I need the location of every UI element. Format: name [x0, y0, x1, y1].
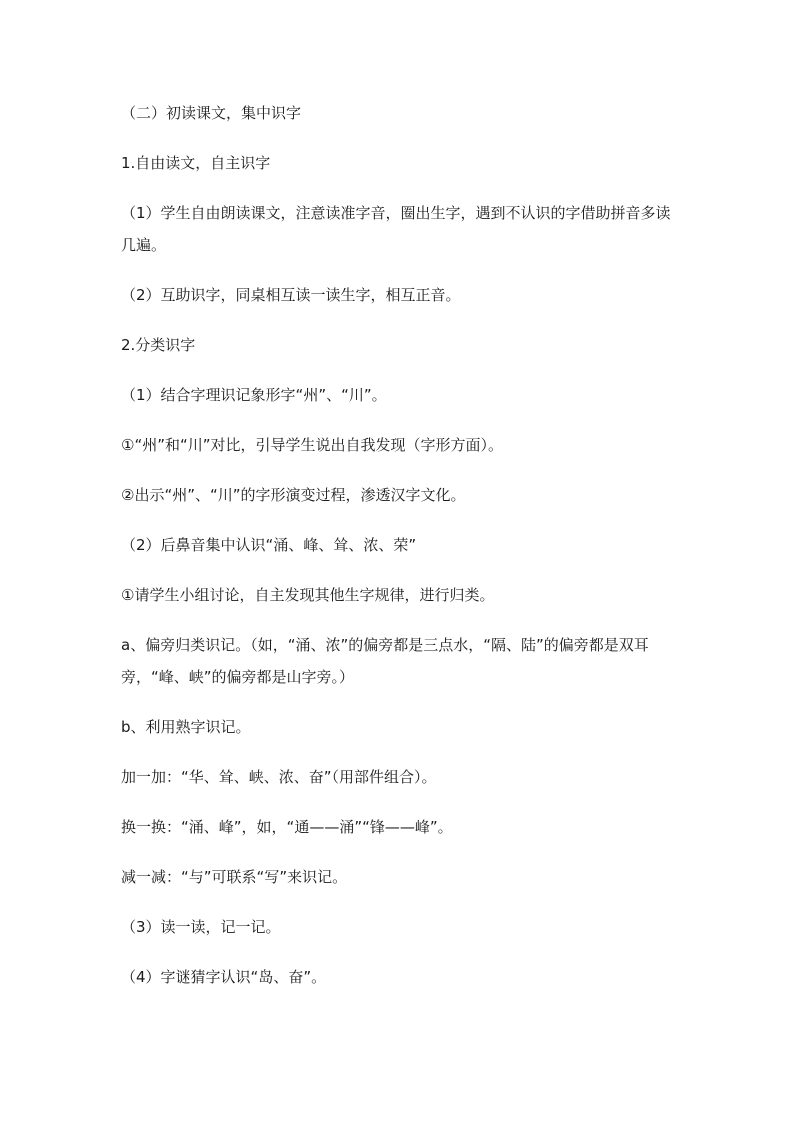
list-item: ②出示“州”、“川”的字形演变过程，渗透汉字文化。: [121, 486, 466, 504]
list-item: ①请学生小组讨论，自主发现其他生字规律，进行归类。: [121, 586, 495, 604]
subsection-heading: 2.分类识字: [121, 336, 196, 354]
paragraph: 减一减：“与”可联系“写”来识记。: [121, 868, 348, 886]
paragraph: （1）结合字理识记象形字“州”、“川”。: [121, 386, 387, 404]
paragraph: （2）互助识字，同桌相互读一读生字，相互正音。: [121, 286, 461, 304]
document-body: [121, 97, 677, 1011]
list-item: ①“州”和“川”对比，引导学生说出自我发现（字形方面）。: [121, 436, 504, 454]
list-item: a、偏旁归类识记。（如，“涌、浓”的偏旁都是三点水，“隔、陆”的偏旁都是双耳旁，“峰、峡”的偏旁都是山字旁。）: [121, 636, 649, 686]
paragraph: （1）学生自由朗读课文，注意读准字音，圈出生字，遇到不认识的字借助拼音多读几遍。: [121, 204, 671, 254]
paragraph: （2）后鼻音集中认识“涌、峰、耸、浓、荣”: [121, 536, 417, 554]
subsection-heading: 1.自由读文，自主识字: [121, 154, 271, 172]
paragraph: （4）字谜猜字认识“岛、奋”。: [121, 968, 327, 986]
section-heading: （二）初读课文，集中识字: [121, 104, 302, 122]
paragraph: 加一加：“华、耸、峡、浓、奋”（用部件组合）。: [121, 768, 437, 786]
list-item: b、利用熟字识记。: [121, 718, 251, 736]
paragraph: 换一换：“涌、峰”，如，“通——涌”“锋——峰”。: [121, 818, 453, 836]
paragraph: （3）读一读，记一记。: [121, 918, 281, 936]
